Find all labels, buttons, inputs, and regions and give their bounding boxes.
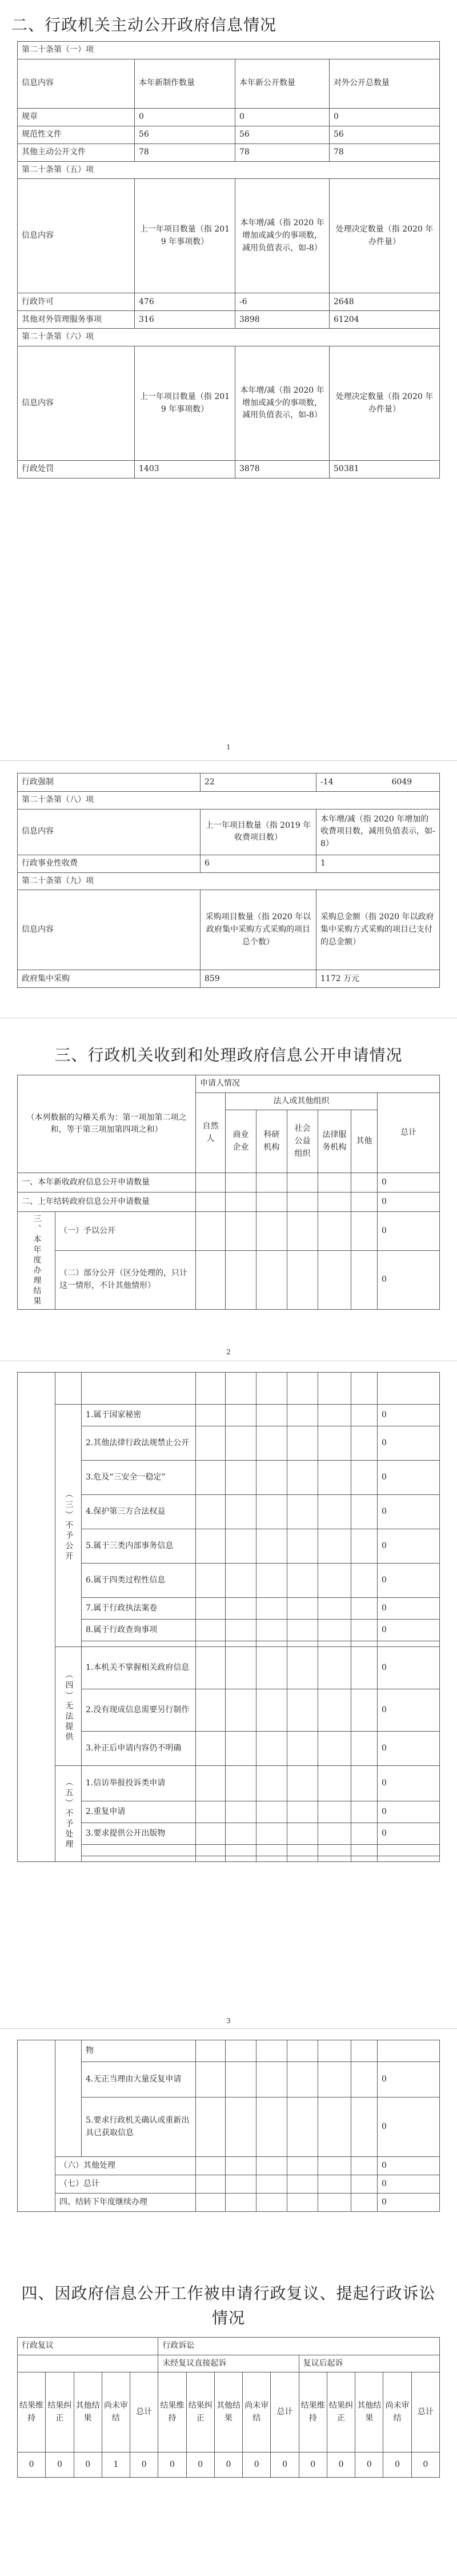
cell: 0	[378, 2062, 440, 2098]
column-header: 科研机构	[256, 1110, 287, 1173]
cell: 0	[378, 1801, 440, 1823]
column-header: 商业企业	[226, 1110, 256, 1173]
row-label: 8.属于行政查询事项	[82, 1620, 196, 1641]
cell: 1	[316, 855, 440, 872]
column-header: 处理决定数量（指 2020 年办件量）	[330, 179, 440, 293]
cell-value: -14	[320, 777, 334, 787]
column-header: 尚未审结	[383, 2372, 411, 2453]
cell: 6	[201, 855, 316, 872]
table-applications	[17, 1075, 440, 1310]
row-label: （二）部分公开（区分处理的，只计这一情形，不计其他情形）	[55, 1250, 196, 1310]
column-header: 信息内容	[18, 59, 135, 108]
row-label: 一、本年新收政府信息公开申请数量	[18, 1173, 196, 1193]
cell: 0	[378, 1193, 440, 1212]
cell: 56	[135, 126, 235, 143]
page-divider	[0, 2028, 457, 2029]
column-header: 信息内容	[18, 809, 201, 855]
column-header: 法律服务机构	[318, 1110, 351, 1173]
column-header: 总计	[411, 2372, 439, 2453]
table-header: 第二十条第（五）项	[18, 161, 440, 179]
cell: 78	[330, 143, 440, 161]
cell	[316, 773, 440, 792]
cell: 50381	[330, 461, 440, 478]
cell: 0	[378, 1426, 440, 1461]
cell: 476	[135, 293, 235, 311]
column-header: 本年新公开数量	[235, 59, 330, 108]
cell: 0	[46, 2453, 74, 2478]
row-label: （六）其他处理	[55, 2157, 196, 2175]
row-label: 政府集中采购	[18, 970, 201, 988]
row-label: 7.属于行政执法案卷	[82, 1598, 196, 1620]
column-header: 未经复议直接起诉	[158, 2355, 299, 2372]
table-review-litigation	[17, 2337, 440, 2478]
cell: 0	[378, 1173, 440, 1193]
cell: 0	[378, 2194, 440, 2212]
column-header: 本年增/减（指 2020 年增加或减少的事项数，减用负值表示，如-8）	[235, 179, 330, 293]
cell: 0	[378, 1529, 440, 1564]
column-header: 行政复议	[18, 2338, 158, 2355]
page-number: 3	[226, 2017, 231, 2025]
row-label: 4.保护第三方合法权益	[82, 1495, 196, 1529]
cell: 1403	[135, 461, 235, 478]
cell: 0	[158, 2453, 186, 2478]
row-label: 行政处罚	[18, 461, 135, 478]
cell: 0	[135, 108, 235, 126]
column-header: 结果维持	[18, 2372, 46, 2453]
table-20-1	[17, 41, 440, 478]
row-group-continued	[18, 1373, 55, 1862]
cell-value: 6049	[391, 777, 412, 787]
column-header: 本年增/减（指 2020 年增加或减少的事项数，减用负值表示，如-8）	[235, 346, 330, 461]
column-header: 其他结果	[74, 2372, 102, 2453]
cell: 78	[235, 143, 330, 161]
cell: 0	[18, 2453, 46, 2478]
row-label: 二、上年结转政府信息公开申请数量	[18, 1193, 196, 1212]
column-header: 结果维持	[158, 2372, 186, 2453]
row-label: 其他对外管理服务事项	[18, 311, 135, 329]
column-header: 本年增/减（指 2020 年增加的收费项目数，减用负值表示，如-8）	[316, 809, 440, 855]
column-header: 上一年项目数量（指 2019 年收费项目数）	[201, 809, 316, 855]
column-header: 信息内容	[18, 346, 135, 461]
column-header: 结果维持	[299, 2372, 327, 2453]
cell: 0	[411, 2453, 439, 2478]
cell: 0	[130, 2453, 158, 2478]
cell: 0	[355, 2453, 383, 2478]
row-group-label: （五）不予处理	[55, 1766, 82, 1862]
column-header: 总计	[130, 2372, 158, 2453]
column-header: 上一年项目数量（指 2019 年事项数）	[135, 179, 235, 293]
row-label: 2.其他法律行政法规禁止公开	[82, 1426, 196, 1461]
column-header: 其他结果	[355, 2372, 383, 2453]
cell: 0	[378, 1689, 440, 1732]
cell: 0	[378, 1620, 440, 1641]
column-header: 尚未审结	[243, 2372, 271, 2453]
cell: 0	[378, 1823, 440, 1845]
row-label: 行政强制	[18, 773, 201, 792]
column-header: 结果纠正	[46, 2372, 74, 2453]
cell: 0	[235, 108, 330, 126]
row-label: 规章	[18, 108, 135, 126]
cell: -6	[235, 293, 330, 311]
column-header: 上一年项目数量（指 2019 年事项数）	[135, 346, 235, 461]
cell: 859	[201, 970, 316, 988]
table-header: 第二十条第（九）项	[18, 872, 440, 890]
row-label: 3.危及“三安全一稳定”	[82, 1461, 196, 1495]
row-label: 1.信访举报投诉类申请	[82, 1766, 196, 1801]
row-label: 1.属于国家秘密	[82, 1405, 196, 1426]
cell: 0	[378, 1495, 440, 1529]
row-group-label: 三、本年度办理结果	[18, 1212, 55, 1310]
column-header: 社会公益组织	[287, 1110, 318, 1173]
row-label: 5.属于三类内部事务信息	[82, 1529, 196, 1564]
cell: 2648	[330, 293, 440, 311]
section2-title: 二、行政机关主动公开政府信息情况	[11, 15, 277, 34]
row-label: 四、结转下年度继续办理	[55, 2194, 196, 2212]
column-header: 其他	[351, 1110, 378, 1173]
cell: 0	[378, 1647, 440, 1689]
cell: 0	[243, 2453, 271, 2478]
cell: 61204	[330, 311, 440, 329]
cell: 0	[271, 2453, 299, 2478]
column-header: 结果纠正	[327, 2372, 355, 2453]
row-group-label: （四）无法提供	[55, 1647, 82, 1766]
table-header: 第二十条第（一）项	[18, 42, 440, 59]
column-header: 总计	[378, 1092, 440, 1173]
cell: 0	[378, 1405, 440, 1426]
column-header: 其他结果	[214, 2372, 242, 2453]
row-label: 行政事业性收费	[18, 855, 201, 872]
row-label: 1.本机关不掌握相关政府信息	[82, 1647, 196, 1689]
row-label: （一）予以公开	[55, 1212, 196, 1250]
column-header: 复议后起诉	[299, 2355, 439, 2372]
cell: 3898	[235, 311, 330, 329]
column-header: 本年新制作数量	[135, 59, 235, 108]
row-label: 行政许可	[18, 293, 135, 311]
column-spacer	[18, 2355, 158, 2372]
cell: 0	[378, 2098, 440, 2157]
cell: 316	[135, 311, 235, 329]
cell: 0	[383, 2453, 411, 2478]
section4-title: 四、因政府信息公开工作被申请行政复议、提起行政诉讼情况	[21, 2284, 436, 2328]
column-header: 申请人情况	[196, 1075, 440, 1093]
column-header: 尚未审结	[102, 2372, 130, 2453]
column-header: 法人或其他组织	[226, 1092, 378, 1110]
row-label: 其他主动公开文件	[18, 143, 135, 161]
page-number: 2	[226, 1348, 231, 1356]
table-applications-end	[17, 2040, 440, 2212]
row-group-continued	[18, 2040, 55, 2212]
cell: 0	[378, 2175, 440, 2194]
cell: 0	[214, 2453, 242, 2478]
page-divider	[0, 760, 457, 761]
row-label: 规范性文件	[18, 126, 135, 143]
row-label: 4.无正当理由大量反复申请	[82, 2062, 196, 2098]
column-header: 处理决定数量（指 2020 年办件量）	[330, 346, 440, 461]
cell: 0	[327, 2453, 355, 2478]
cell: 0	[378, 1766, 440, 1801]
column-header: 采购项目数量（指 2020 年以政府集中采购方式采购的项目总个数）	[201, 890, 316, 970]
row-label: （七）总计	[55, 2175, 196, 2194]
column-header: 自然人	[196, 1092, 226, 1173]
cell: 0	[378, 1212, 440, 1250]
cell: 3878	[235, 461, 330, 478]
column-header: 信息内容	[18, 890, 201, 970]
cell: 56	[235, 126, 330, 143]
table-header: 第二十条第（八）项	[18, 792, 440, 810]
table-applications-cont	[17, 1372, 440, 1862]
column-header: 信息内容	[18, 179, 135, 293]
section3-title: 三、行政机关收到和处理政府信息公开申请情况	[54, 1046, 403, 1064]
cell: 0	[74, 2453, 102, 2478]
row-group-label: （三）不予公开	[55, 1405, 82, 1647]
cell: 0	[378, 1461, 440, 1495]
table-header: 第二十条第（六）项	[18, 329, 440, 346]
cell: 1	[102, 2453, 130, 2478]
column-header: 总计	[271, 2372, 299, 2453]
row-label: 物	[82, 2040, 196, 2062]
row-label: 3.要求提供公开出版物	[82, 1823, 196, 1845]
cell: 0	[378, 1564, 440, 1598]
cell: 0	[378, 1598, 440, 1620]
row-label: 2.没有现成信息需要另行制作	[82, 1689, 196, 1732]
cell: 0	[378, 2157, 440, 2175]
row-label: 5.要求行政机关确认或重新出具已获取信息	[82, 2098, 196, 2157]
cell: 56	[330, 126, 440, 143]
cell: 78	[135, 143, 235, 161]
column-header: 对外公开总数量	[330, 59, 440, 108]
column-header: 行政诉讼	[158, 2338, 440, 2355]
page-number: 1	[226, 743, 231, 751]
column-header: 结果纠正	[186, 2372, 214, 2453]
row-label: 2.重复申请	[82, 1801, 196, 1823]
row-group-continued	[55, 2040, 82, 2157]
cell: 0	[378, 1250, 440, 1310]
cell: 1172 万元	[316, 970, 440, 988]
cell: 0	[186, 2453, 214, 2478]
cell: 0	[299, 2453, 327, 2478]
stub-header: （本列数据的勾稽关系为：第一项加第二项之和，等于第三项加第四项之和）	[18, 1075, 196, 1173]
row-label: 6.属于四类过程性信息	[82, 1564, 196, 1598]
column-header: 采购总金额（指 2020 年以政府集中采购方式采购的项目已支付的总金额）	[316, 890, 440, 970]
cell: 0	[330, 108, 440, 126]
table-20-8-9	[17, 773, 440, 988]
cell: 0	[378, 1732, 440, 1766]
cell: 22	[201, 773, 316, 792]
row-label: 3.补正后申请内容仍不明确	[82, 1732, 196, 1766]
